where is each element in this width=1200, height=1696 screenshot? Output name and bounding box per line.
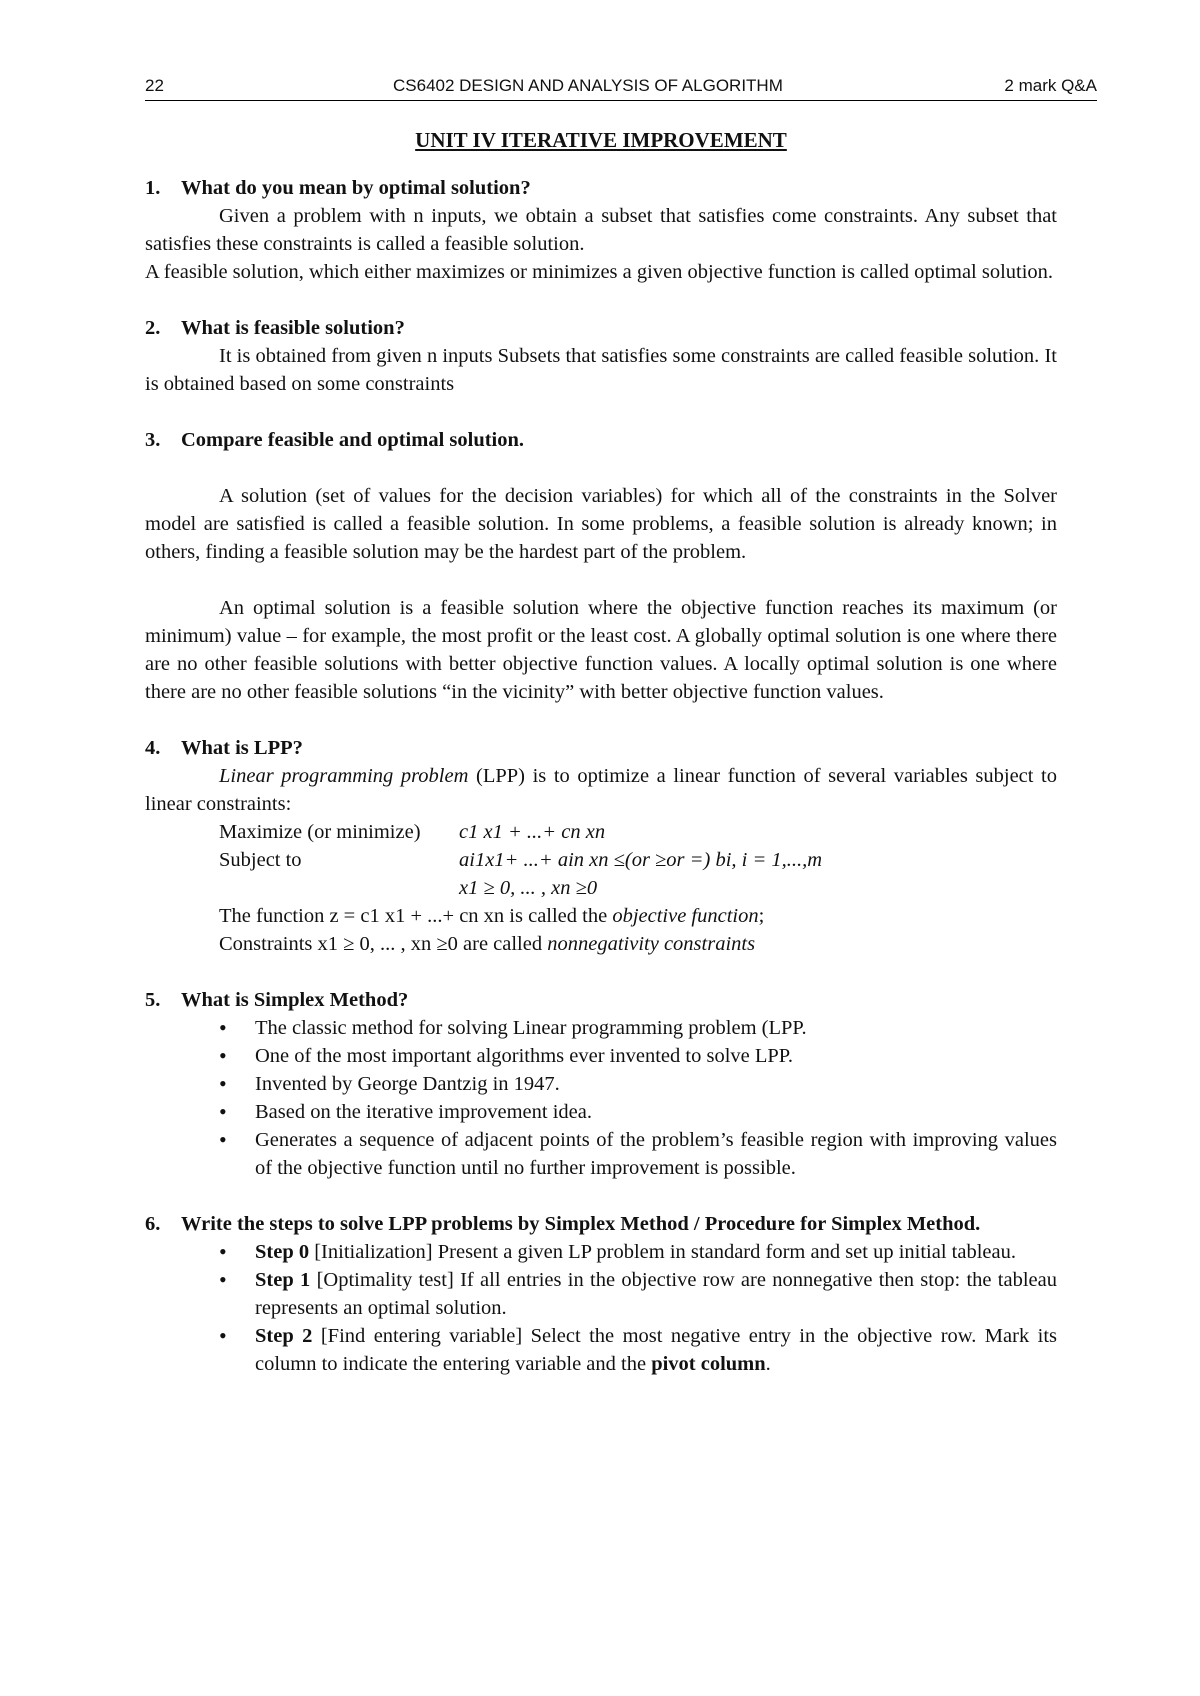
lpp-definition: Linear programming problem (LPP) is to optimize a linear function of several variables subject to linear constraints: <box>145 765 1057 815</box>
list-item: • One of the most important algorithms ever invented to solve LPP. <box>255 1042 1057 1070</box>
answer-paragraph: A feasible solution, which either maximizes or minimizes a given objective function is called optimal solution. <box>145 261 1054 283</box>
question-number: 3. <box>145 429 161 451</box>
question-text: Write the steps to solve LPP problems by Simplex Method / Procedure for Simplex Method. <box>181 1213 981 1235</box>
question-number: 6. <box>145 1213 161 1235</box>
nonnegativity-line: Constraints x1 ≥ 0, ... , xn ≥0 are called nonnegativity constraints <box>219 933 756 955</box>
list-item: • The classic method for solving Linear programming problem (LPP. <box>255 1014 1057 1042</box>
list-item: • Generates a sequence of adjacent points of the problem’s feasible region with improving values of the objective function until no further improvement is possible. <box>255 1126 1057 1182</box>
question-text: What is feasible solution? <box>181 317 405 339</box>
subject-line: Subject to ai1x1+ ...+ ain xn ≤(or ≥or =) bi, i = 1,...,m <box>219 846 1057 874</box>
question-5 <box>145 986 1057 1014</box>
step-label: Step 0 <box>255 1241 310 1263</box>
maximize-line: Maximize (or minimize) c1 x1 + ...+ cn xn <box>219 818 1057 846</box>
question-1 <box>145 174 1057 202</box>
question-number: 2. <box>145 317 161 339</box>
list-item: • Invented by George Dantzig in 1947. <box>255 1070 1057 1098</box>
objective-function-line: The function z = c1 x1 + ...+ cn xn is called the objective function ; <box>219 905 765 927</box>
simplex-bullets <box>145 1014 1057 1182</box>
maximize-expression: c1 x1 + ...+ cn xn <box>459 821 606 843</box>
question-4 <box>145 734 1057 762</box>
answer-paragraph: An optimal solution is a feasible solution where the objective function reaches its maximum (or minimum) value – for example, the most profit or the least cost. A globally optimal solution is one where there are no other feasible solutions with better objective function values. A locally optimal solution is one where there are no other feasible solutions “in the vicinity” with better objective function values. <box>145 597 1057 703</box>
question-text: What do you mean by optimal solution? <box>181 177 531 199</box>
unit-title: UNIT IV ITERATIVE IMPROVEMENT <box>415 128 787 152</box>
simplex-steps <box>145 1238 1057 1378</box>
question-3 <box>145 426 1057 454</box>
list-item: • Step 2 [Find entering variable] Select the most negative entry in the objective row. Mark its column to indicate the entering variable and the pivot column. <box>255 1322 1057 1378</box>
page-number: 22 <box>145 76 164 95</box>
nonneg-line: x1 ≥ 0, ... , xn ≥0 <box>459 877 598 899</box>
question-2 <box>145 314 1057 342</box>
question-text: Compare feasible and optimal solution. <box>181 429 525 451</box>
step-label: Step 1 <box>255 1269 311 1291</box>
question-6 <box>145 1210 1057 1238</box>
doc-type: 2 mark Q&A <box>1004 76 1097 95</box>
page-content <box>145 126 1057 1378</box>
question-text: What is Simplex Method? <box>181 989 409 1011</box>
question-text: What is LPP? <box>181 737 303 759</box>
lpp-term: Linear programming problem <box>219 765 469 787</box>
question-number: 5. <box>145 989 161 1011</box>
answer-paragraph: A solution (set of values for the decision variables) for which all of the constraints in the Solver model are satisfied is called a feasible solution. In some problems, a feasible solution is already known; in others, finding a feasible solution may be the hardest part of the problem. <box>145 485 1057 563</box>
step-label: Step 2 <box>255 1325 313 1347</box>
answer-paragraph: It is obtained from given n inputs Subsets that satisfies some constraints are called feasible solution. It is obtained based on some constraints <box>145 345 1057 395</box>
page-header <box>145 72 1097 101</box>
answer-paragraph: Given a problem with n inputs, we obtain a subset that satisfies come constraints. Any subset that satisfies these constraints is called a feasible solution. <box>145 205 1057 255</box>
constraint-expression: ai1x1+ ...+ ain xn ≤(or ≥or =) bi, i = 1,...,m <box>459 849 823 871</box>
course-title: CS6402 DESIGN AND ANALYSIS OF ALGORITHM <box>393 76 783 95</box>
list-item: • Step 1 [Optimality test] If all entries in the objective row are nonnegative then stop: the tableau represents an optimal solution. <box>255 1266 1057 1322</box>
question-number: 4. <box>145 737 161 759</box>
list-item: • Based on the iterative improvement idea. <box>255 1098 1057 1126</box>
question-number: 1. <box>145 177 161 199</box>
list-item: • Step 0 [Initialization] Present a given LP problem in standard form and set up initial tableau. <box>255 1238 1057 1266</box>
